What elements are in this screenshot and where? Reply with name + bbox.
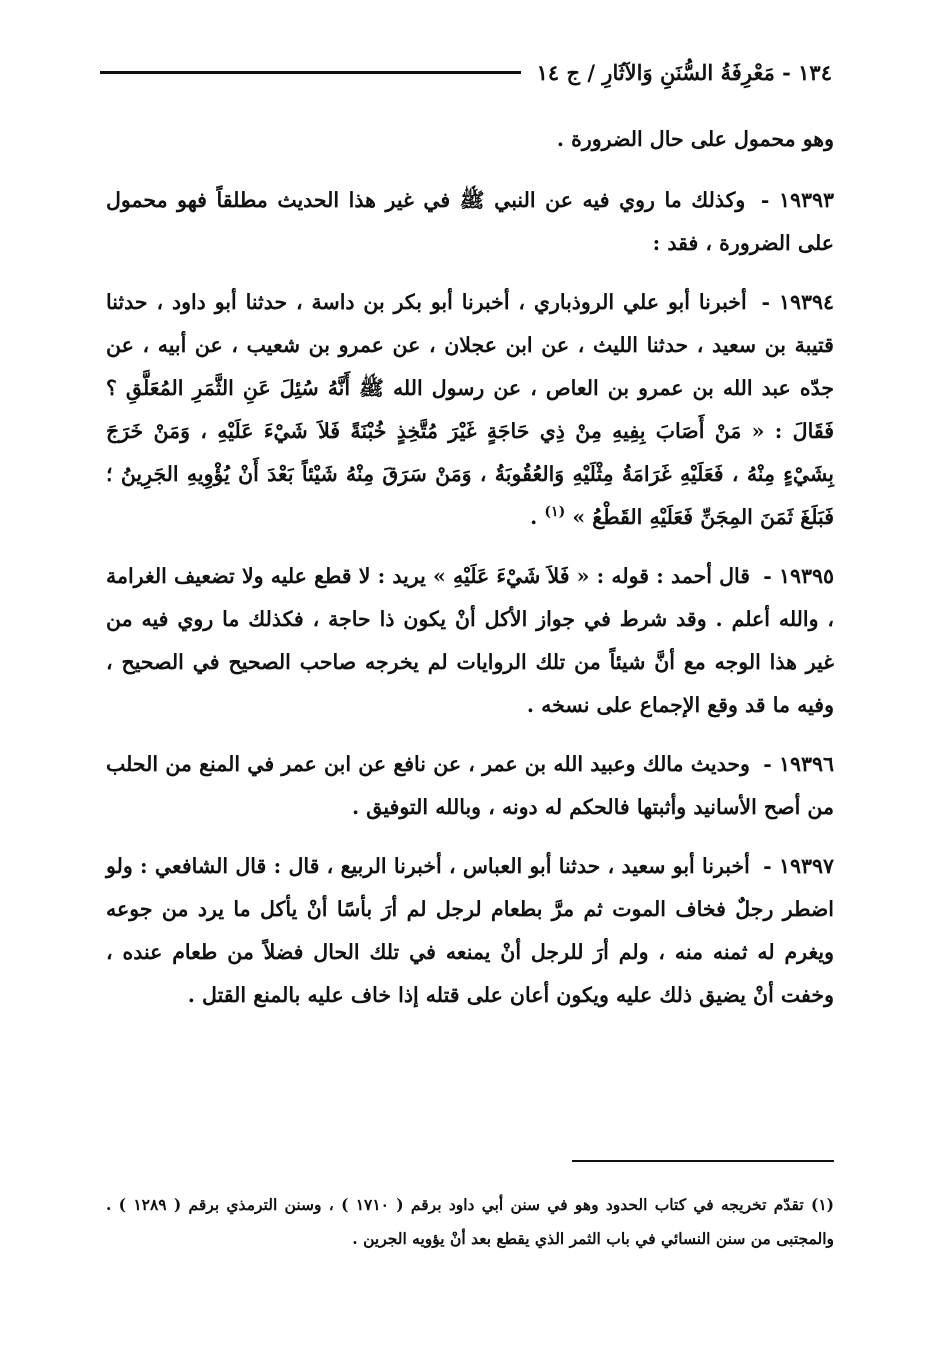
header-rule <box>100 71 521 74</box>
paragraph-number: ١٩٣٩٤ - <box>761 290 834 314</box>
paragraph-text: وكذلك ما روي فيه عن النبي ﷺ في غير هذا الحديث مطلقاً فهو محمول على الضرورة ، فقد : <box>106 188 834 255</box>
running-head <box>100 52 832 92</box>
footnote-divider <box>572 1160 834 1162</box>
paragraph-text: أخبرنا أبو سعيد ، حدثنا أبو العباس ، أخبرنا الربيع ، قال : قال الشافعي : ولو اضطر رجلٌ فخاف الموت ثم مرَّ بطعام لرجل لم أرَ بأسًا أنْ يأكل ما يرد من جوعه ويغرم له ثمنه منه ، ولم أرَ للرجل أنْ يمنعه في تلك الحال فضلاً من طعام عنده ، وخفت أنْ يضيق ذلك عليه ويكون أعان على قتله إذا خاف عليه بالمنع القتل . <box>106 854 834 1007</box>
paragraph-number: ١٩٣٩٥ - <box>763 564 834 588</box>
footnote-reference[interactable]: (١) <box>544 504 566 521</box>
paragraph-text: وحديث مالك وعبيد الله بن عمر ، عن نافع عن ابن عمر في المنع من الحلب من أصح الأسانيد وأثبتها فالحكم له دونه ، وبالله التوفيق . <box>106 752 834 819</box>
paragraph-text: وهو محمول على حال الضرورة . <box>556 127 834 151</box>
paragraph-text: أخبرنا أبو علي الروذباري ، أخبرنا أبو بكر بن داسة ، حدثنا أبو داود ، حدثنا قتيبة بن سعيد ، حدثنا الليث ، عن ابن عجلان ، عن عمرو بن شعيب ، عن أبيه ، عن جدّه عبد الله بن عمرو بن العاص ، عن رسول الله ﷺ أَنَّهُ سُئِلَ عَنِ الثَّمَرِ المُعَلَّقِ ؟ فَقَالَ : « مَنْ أَصَابَ بِفِيهِ مِنْ ذِي حَاجَةٍ غَيْرَ مُتَّخِذٍ خُبْنَةً فَلاَ شَيْءَ عَلَيْهِ ، وَمَنْ خَرَجَ بِشَيْءٍ مِنْهُ ، فَعَلَيْهِ غَرَامَةُ مِثْلَيْهِ وَالعُقُوبَةُ ، وَمَنْ سَرَقَ مِنْهُ شَيْئاً بَعْدَ أَنْ يُؤْوِيهِ الجَرِينُ ؛ فَبَلَغَ ثَمَنَ المِجَنِّ فَعَلَيْهِ القَطْعُ » <box>106 290 834 529</box>
paragraph-19397 <box>106 845 834 1017</box>
paragraph-19394 <box>106 281 834 539</box>
main-text <box>106 118 834 1033</box>
paragraph-tail: . <box>530 505 545 529</box>
footnotes <box>106 1188 834 1256</box>
paragraph-number: ١٩٣٩٣ - <box>760 188 834 212</box>
paragraph-intro <box>106 118 834 161</box>
paragraph-19395 <box>106 555 834 727</box>
running-head-title: ١٣٤ - مَعْرِفَةُ السُّنَنِ وَالآثَارِ / ج ١٤ <box>536 59 832 85</box>
footnote-1: (١) تقدّم تخريجه في كتاب الحدود وهو في سنن أبي داود برقم ( ١٧١٠ ) ، وسنن الترمذي برقم ( ١٢٨٩ ) . والمجتبى من سنن النسائي في باب الثمر الذي يقطع بعد أنْ يؤويه الجرين . <box>106 1195 834 1248</box>
paragraph-19393 <box>106 179 834 265</box>
paragraph-19396 <box>106 743 834 829</box>
paragraph-number: ١٩٣٩٦ - <box>763 752 835 776</box>
paragraph-text: قال أحمد : قوله : « فَلاَ شَيْءَ عَلَيْهِ » يريد : لا قطع عليه ولا تضعيف الغرامة ، والله أعلم . وقد شرط في جواز الأكل أنْ يكون ذا حاجة ، فكذلك ما روي فيه من غير هذا الوجه مع أنَّ شيئاً من تلك الروايات لم يخرجه صاحب الصحيح في الصحيح ، وفيه ما قد وقع الإجماع على نسخه . <box>106 564 834 717</box>
paragraph-number: ١٩٣٩٧ - <box>763 854 834 878</box>
